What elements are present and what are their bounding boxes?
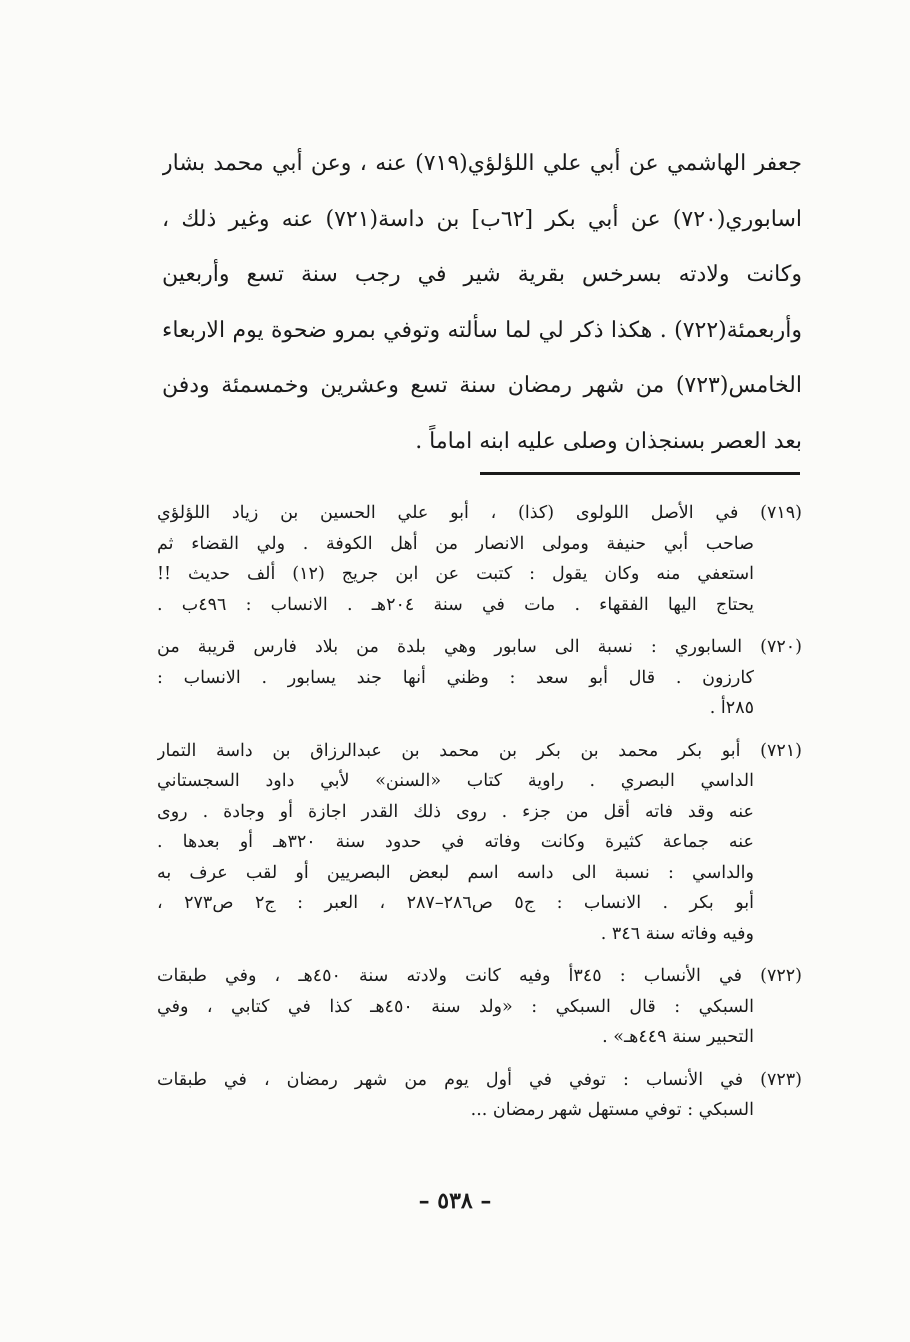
footnote-722 — [157, 961, 802, 1053]
footnote-line: عنه وقد فاته أقل من جزء . روى ذلك القدر اجازة أو وجادة . روى — [157, 801, 754, 822]
footnote-line: (٧٢٣) في الأنساب : توفي في أول يوم من شهر رمضان ، في طبقات — [157, 1069, 802, 1090]
footnote-line: صاحب أبي حنيفة ومولى الانصار من أهل الكوفة . ولي القضاء ثم — [157, 533, 754, 554]
footnote-line: يحتاج اليها الفقهاء . مات في سنة ٢٠٤هـ . الانساب : ٤٩٦ب . — [157, 594, 755, 615]
main-text-line: جعفر الهاشمي عن أبي علي اللؤلؤي(٧١٩) عنه ، وعن أبي محمد بشار — [162, 151, 802, 176]
main-text-line: وكانت ولادته بسرخس بقرية شير في رجب سنة تسع وأربعين — [162, 262, 802, 287]
main-text-line: الخامس(٧٢٣) من شهر رمضان سنة تسع وعشرين وخمسمئة ودفن — [162, 373, 802, 398]
main-text — [162, 136, 802, 469]
footnote-721 — [157, 736, 802, 950]
page-number: – ٥٣٨ – — [418, 1188, 492, 1214]
footnote-720 — [157, 632, 802, 724]
footnote-line: الداسي البصري . راوية كتاب «السنن» لأبي داود السجستاني — [157, 771, 754, 791]
footnote-line: السبكي : قال السبكي : «ولد سنة ٤٥٠هـ كذا في كتابي ، وفي — [157, 996, 754, 1017]
footnote-line: (٧٢٢) في الأنساب : ٣٤٥أ وفيه كانت ولادته سنة ٤٥٠هـ ، وفي طبقات — [157, 966, 802, 986]
footnote-line: كارزون . قال أبو سعد : وظني أنها جند يسابور . الانساب : — [157, 667, 754, 688]
footnote-line: ٢٨٥أ . — [709, 698, 754, 718]
footnote-719 — [157, 498, 802, 620]
footnotes — [157, 498, 802, 1138]
footnote-line: والداسي : نسبة الى داسه اسم لبعض البصريين أو لقب عرف به — [157, 862, 754, 883]
footnote-line: أبو بكر . الانساب : ج٥ ص٢٨٦–٢٨٧ ، العبر : ج٢ ص٢٧٣ ، — [157, 893, 754, 913]
footnote-line: استعفي منه وكان يقول : كتبت عن ابن جريج (١٢) ألف حديث !! — [157, 564, 754, 584]
footnote-line: (٧١٩) في الأصل اللولوى (كذا) ، أبو علي الحسين بن زياد اللؤلؤي — [157, 503, 802, 523]
main-text-line: اسابوري(٧٢٠) عن أبي بكر [٦٢ب] بن داسة(٧٢١) عنه وغير ذلك ، — [162, 206, 802, 232]
footnote-723 — [157, 1065, 802, 1126]
footnote-line: (٧٢١) أبو بكر محمد بن بكر بن محمد بن عبدالرزاق بن داسة التمار — [157, 740, 802, 761]
main-text-line: وأربعمئة(٧٢٢) . هكذا ذكر لي لما سألته وتوفي بمرو ضحوة يوم الاربعاء — [162, 317, 802, 343]
footnote-line: (٧٢٠) السابوري : نسبة الى سابور وهي بلدة من بلاد فارس قريبة من — [157, 637, 802, 657]
footnote-line: التحبير سنة ٤٤٩هـ» . — [602, 1027, 754, 1047]
footnote-line: عنه جماعة كثيرة وكانت وفاته في حدود سنة ٣٢٠هـ أو بعدها . — [157, 832, 755, 852]
footnote-separator — [480, 472, 800, 475]
footnote-line: السبكي : توفي مستهل شهر رمضان ... — [470, 1100, 754, 1120]
footnote-line: وفيه وفاته سنة ٣٤٦ . — [600, 923, 754, 944]
main-text-line: بعد العصر بسنجذان وصلى عليه ابنه اماماً . — [415, 428, 802, 454]
